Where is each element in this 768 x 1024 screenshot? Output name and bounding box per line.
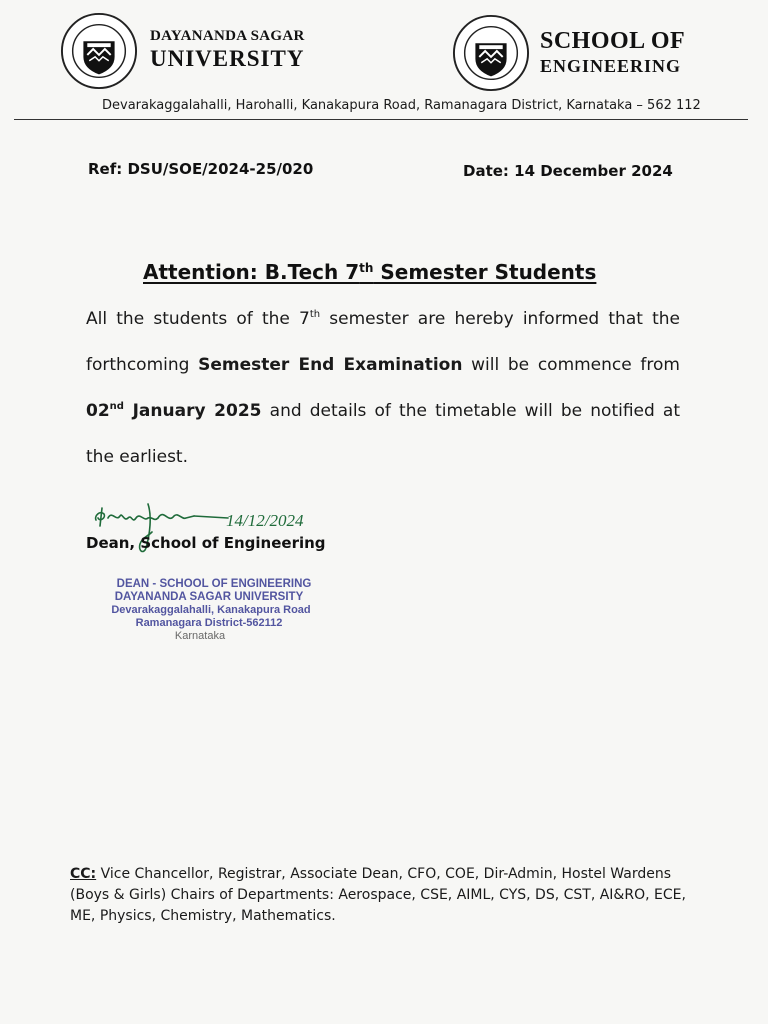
body-text: semester are hereby informed that the (320, 309, 680, 329)
cc-label: CC: (70, 866, 97, 882)
stamp-line-4: Ramanagara District-562112 (135, 617, 283, 629)
university-name-line1: DAYANANDA SAGAR (150, 28, 305, 44)
body-line-1 (86, 296, 680, 342)
body-line-2 (86, 342, 680, 388)
school-name-line1: SCHOOL OF (540, 28, 686, 54)
body-superscript: nd (109, 401, 124, 412)
reference-number: Ref: DSU/SOE/2024-25/020 (88, 160, 314, 178)
title-prefix: Attention: B.Tech 7 (143, 260, 360, 284)
title-superscript: th (359, 261, 374, 275)
body-text: forthcoming (86, 355, 199, 375)
school-name-line2: ENGINEERING (540, 56, 682, 76)
official-stamp (104, 578, 324, 643)
university-name (150, 28, 305, 72)
school-seal-icon (452, 14, 530, 92)
body-line-4: the earliest. (86, 447, 188, 467)
stamp-line-3: Devarakaggalahalli, Kanakapura Road (111, 604, 311, 616)
header-divider (14, 119, 748, 120)
body-text: and details of the timetable will be notified at (261, 401, 681, 421)
university-address: Devarakaggalahalli, Harohalli, Kanakapura Road, Ramanagara District, Karnataka – 562 112 (102, 98, 701, 113)
dean-signature (88, 496, 338, 566)
exam-name: Semester End Examination (198, 355, 463, 375)
cc-line-3: ME, Physics, Chemistry, Mathematics. (70, 908, 336, 924)
school-name (540, 28, 685, 77)
notice-date: Date: 14 December 2024 (463, 162, 673, 180)
body-text: will be commence from (462, 355, 680, 375)
stamp-line-2: DAYANANDA SAGAR UNIVERSITY (114, 591, 304, 603)
notice-body (86, 296, 686, 480)
cc-line-2: (Boys & Girls) Chairs of Departments: Aerospace, CSE, AIML, CYS, DS, CST, AI&RO, ECE, (70, 887, 686, 903)
body-text: All the students of the 7 (86, 309, 310, 329)
university-seal-icon (60, 12, 138, 90)
stamp-line-5: Karnataka (174, 630, 226, 642)
exam-start-day: 02 (86, 401, 110, 421)
body-superscript: th (309, 309, 321, 320)
university-name-line2: UNIVERSITY (150, 46, 305, 71)
title-suffix: Semester Students (373, 260, 597, 284)
cc-text: Vice Chancellor, Registrar, Associate Dean, CFO, COE, Dir-Admin, Hostel Wardens (96, 866, 672, 882)
dean-title: Dean, School of Engineering (86, 534, 326, 552)
cc-line-1 (70, 864, 680, 885)
notice-title (143, 260, 596, 284)
signature-date: 14/12/2024 (226, 511, 304, 530)
cc-list (70, 864, 686, 927)
exam-start-month-year: January 2025 (123, 401, 262, 421)
stamp-line-1: DEAN - SCHOOL OF ENGINEERING (116, 578, 312, 590)
body-line-3 (86, 388, 680, 434)
